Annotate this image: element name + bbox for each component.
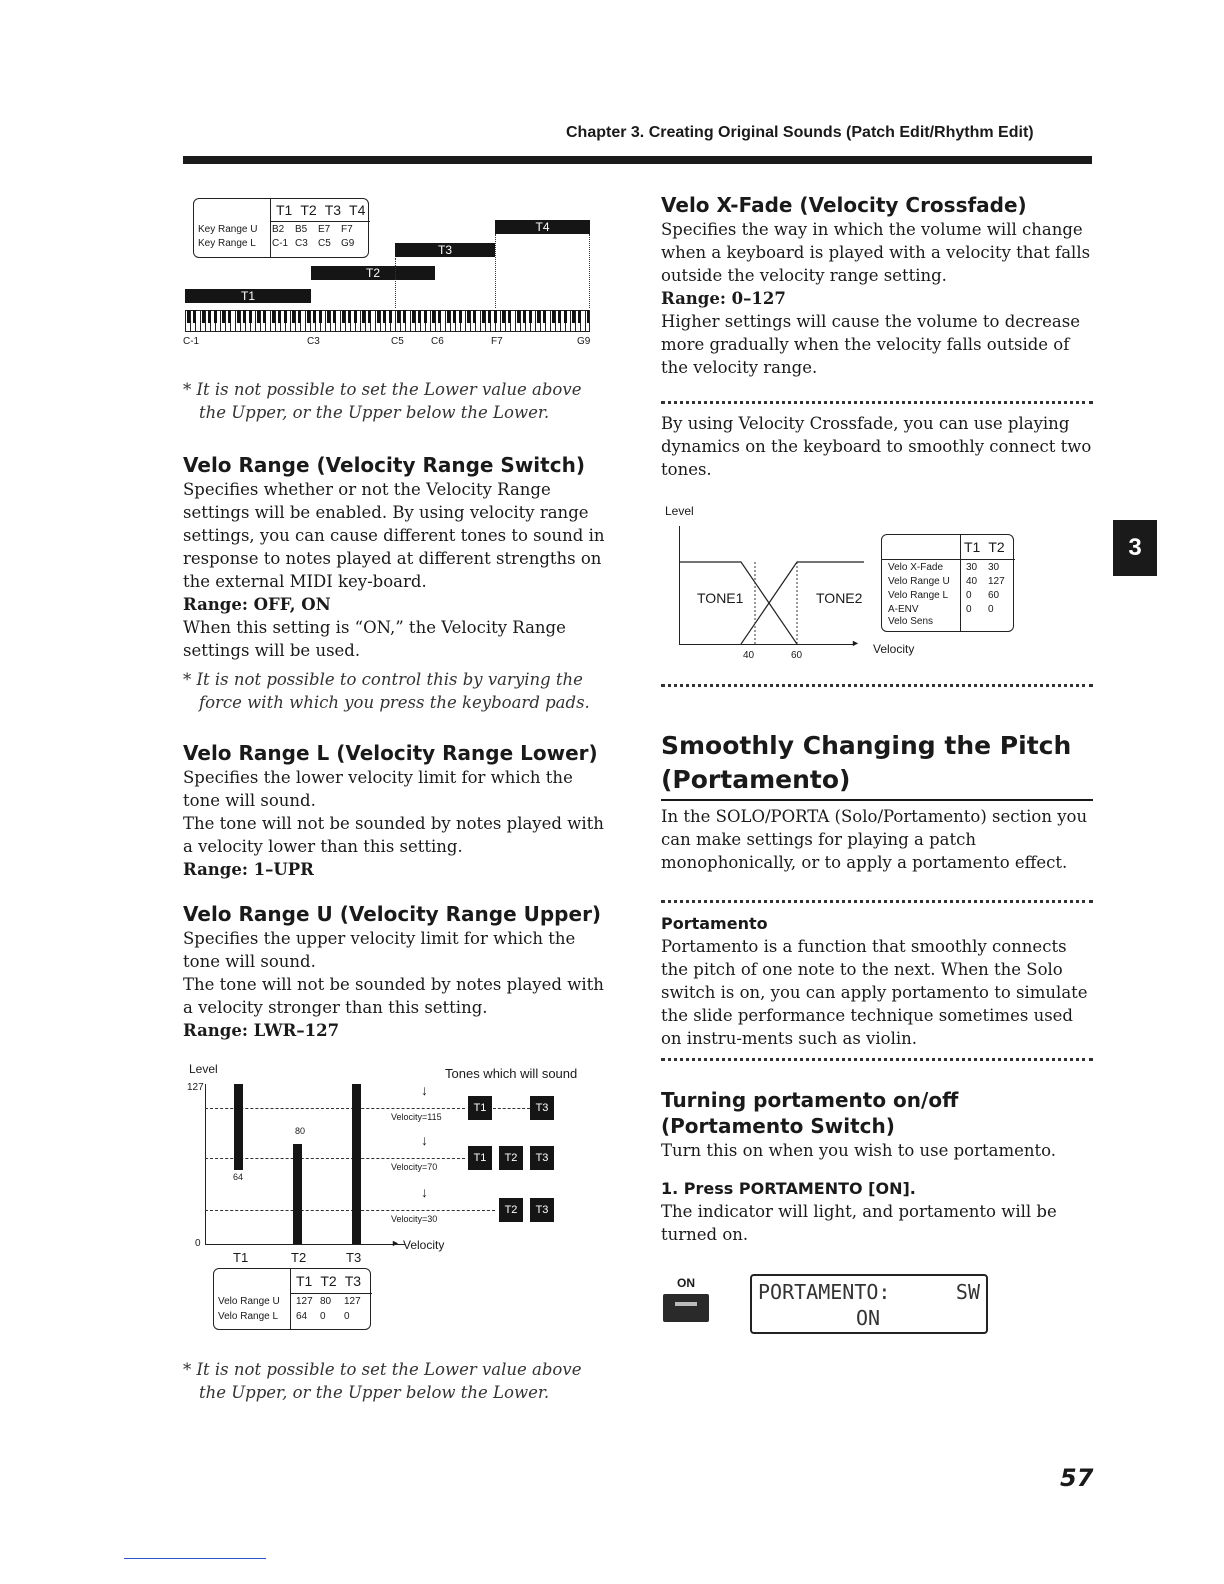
crossfade-curves [679, 520, 879, 650]
cell: 0 [988, 604, 994, 615]
velocity-label: Velocity=115 [391, 1112, 442, 1122]
cell: 0 [966, 604, 972, 615]
tip-divider [661, 401, 1093, 404]
row-label: Velo Range U [218, 1296, 280, 1307]
x-velocity-label: Velocity [403, 1238, 445, 1252]
crossfade-table [881, 534, 1014, 632]
tone-bar-t1 [234, 1084, 243, 1170]
key-label: C5 [391, 336, 404, 347]
note-lower-upper-2: * It is not possible to set the Lower value above the Upper, or the Upper below the Lower. [183, 1360, 582, 1402]
velo-range-u-range: Range: LWR–127 [183, 1021, 340, 1040]
portamento-title: Portamento [661, 914, 768, 933]
row-label: Velo X-Fade [888, 562, 944, 573]
cell: C-1 [272, 238, 289, 249]
row-label: Velo Range L [218, 1311, 279, 1322]
section-title-pitch-2: (Portamento) [661, 765, 851, 794]
key-range-figure [183, 198, 593, 358]
section-title-velo-range: Velo Range (Velocity Range Switch) [183, 453, 585, 477]
portamento-switch-body: Turn this on when you wish to use portamento. [661, 1141, 1057, 1160]
x-velocity-label: Velocity [873, 642, 915, 656]
velo-range-range: Range: OFF, ON [183, 595, 331, 614]
velo-range-l-body: Specifies the lower velocity limit for which the tone will sound. [183, 768, 573, 810]
key-label: C6 [431, 336, 444, 347]
tone-label: T3 [346, 1250, 362, 1265]
table-head: T3 [344, 1273, 362, 1289]
tone-label: T2 [291, 1250, 307, 1265]
key-label: C3 [307, 336, 320, 347]
note-lower-upper: * It is not possible to set the Lower value above the Upper, or the Upper below the Lower. [183, 380, 582, 422]
cell: B2 [272, 224, 285, 235]
sound-t1: T1 [468, 1096, 492, 1120]
section-title-pitch-1: Smoothly Changing the Pitch [661, 731, 1072, 760]
pitch-heading [661, 729, 1093, 801]
on-button-label: ON [677, 1276, 695, 1290]
cell: B5 [295, 224, 308, 235]
velo-xfade-body: Specifies the way in which the volume will change when a keyboard is played with a velocity that falls outside the velocity range setting. [661, 220, 1091, 285]
tone-bar-t2 [293, 1144, 302, 1244]
footer-rule [124, 1558, 266, 1559]
header-rule [183, 156, 1092, 164]
lcd-sw: SW [955, 1280, 980, 1304]
sound-t2: T2 [499, 1146, 523, 1170]
velo-xfade-tip: By using Velocity Crossfade, you can use playing dynamics on the keyboard to smoothly connect two tones. [661, 414, 1092, 479]
x-60-label: 60 [791, 650, 803, 661]
table-head: T2 [320, 1273, 337, 1289]
table-head: T3 [324, 202, 342, 218]
crossfade-figure: Level ► Velocity TONE1 TONE2 40 60 T1 T2 Velo X-Fade 30 30 Velo Range U 40 127 Velo Range L 0 60 A-ENV 0 0 Velo Sens [661, 502, 1021, 664]
cell: 40 [966, 576, 978, 587]
cell: G9 [341, 238, 355, 249]
table-head: T1 [964, 539, 981, 555]
y-zero-label: 0 [195, 1238, 201, 1249]
velo-xfade-body2: Higher settings will cause the volume to decrease more gradually when the velocity falls outside of the velocity range. [661, 312, 1080, 377]
cell: 127 [988, 576, 1005, 587]
tip-divider-end [661, 684, 1093, 687]
section-title-portamento-switch-1: Turning portamento on/off [661, 1088, 959, 1112]
bar-t3: T3 [395, 243, 495, 257]
velo-range-u-body2: The tone will not be sounded by notes played with a velocity stronger than this setting. [183, 975, 604, 1017]
cell: 0 [320, 1311, 326, 1322]
portamento-body: Portamento is a function that smoothly connects the pitch of one note to the next. When the Solo switch is on, you can apply portamento to simulate the slide performance technique sometimes used on instru-ments such as violin. [661, 937, 1088, 1048]
tone2-label: TONE2 [816, 590, 863, 606]
cell: F7 [341, 224, 353, 235]
cell: 80 [320, 1296, 332, 1307]
cell: 64 [296, 1311, 308, 1322]
velo-xfade-range: Range: 0–127 [661, 289, 786, 308]
lcd-line1: PORTAMENTO: [758, 1280, 891, 1304]
lcd-line2: ON [856, 1306, 881, 1330]
portamento-divider [661, 900, 1093, 903]
portamento-on-button[interactable] [663, 1294, 709, 1322]
velo-range-note: * It is not possible to control this by varying the force with which you press the keyboard pads. [183, 670, 590, 712]
running-header: Chapter 3. Creating Original Sounds (Patch Edit/Rhythm Edit) [566, 124, 1034, 141]
y-top-label: 127 [187, 1082, 204, 1093]
section-title-velo-xfade: Velo X-Fade (Velocity Crossfade) [661, 193, 1027, 217]
chapter-tab: 3 [1113, 520, 1157, 576]
cell: C3 [295, 238, 308, 249]
velo-range-l-range: Range: 1–UPR [183, 860, 314, 879]
tones-label: Tones which will sound [445, 1066, 578, 1081]
cell: 127 [296, 1296, 313, 1307]
portamento-divider-end [661, 1058, 1093, 1061]
velo-range-u-body: Specifies the upper velocity limit for which the tone will sound. [183, 929, 576, 971]
sound-t2: T2 [499, 1198, 523, 1222]
velo-range-l-body2: The tone will not be sounded by notes played with a velocity lower than this setting. [183, 814, 604, 856]
section-title-portamento-switch-2: (Portamento Switch) [661, 1114, 895, 1138]
cell: 0 [966, 590, 972, 601]
step-1: 1. Press PORTAMENTO [ON]. [661, 1179, 916, 1198]
sound-t1: T1 [468, 1146, 492, 1170]
key-label: F7 [491, 336, 503, 347]
tone1-label: TONE1 [697, 590, 744, 606]
cell: 60 [988, 590, 1000, 601]
velocity-label: Velocity=30 [391, 1214, 438, 1224]
value-80: 80 [295, 1126, 306, 1136]
row-label: Key Range U [198, 224, 258, 235]
key-label: G9 [577, 336, 591, 347]
sound-t3: T3 [530, 1146, 554, 1170]
velocity-range-table [213, 1268, 371, 1330]
step-1-body: The indicator will light, and portamento will be turned on. [661, 1202, 1057, 1244]
table-head: T2 [300, 202, 317, 218]
axis-level-label: Level [189, 1062, 218, 1076]
x-40-label: 40 [743, 650, 755, 661]
section-title-velo-range-l: Velo Range L (Velocity Range Lower) [183, 741, 598, 765]
cell: 30 [988, 562, 1000, 573]
cell: 0 [344, 1311, 350, 1322]
velo-range-body: Specifies whether or not the Velocity Range settings will be enabled. By using velocity range settings, you can cause different tones to sound in response to notes played at different strengths on the external MIDI key-board. [183, 480, 605, 591]
cell: 30 [966, 562, 978, 573]
velocity-range-figure: Level Tones which will sound 127 0 ► Velocity 80 64 T1 T2 T3 ↓ Velocity=115 ↓ Velocity=70 ↓ Velocity=30 T1 T3 T1 T2 T3 T2 T3 T1 T2 T3 Velo Range U 127 80 127 Velo Range L 64 0 0 [183, 1062, 603, 1332]
row-label: Velo Range U [888, 576, 950, 587]
sound-t3: T3 [530, 1198, 554, 1222]
cell: E7 [318, 224, 331, 235]
table-head: T4 [349, 202, 366, 218]
row-label: Velo Sens [888, 616, 934, 627]
row-label: Velo Range L [888, 590, 949, 601]
keyboard-black-keys [187, 310, 589, 323]
row-label: Key Range L [198, 238, 256, 249]
cell: 127 [344, 1296, 361, 1307]
table-head: T1 [276, 202, 293, 218]
bar-t1: T1 [185, 289, 311, 303]
row-label: A-ENV [888, 604, 919, 615]
cell: C5 [318, 238, 331, 249]
lcd-display [750, 1274, 988, 1334]
section-title-velo-range-u: Velo Range U (Velocity Range Upper) [183, 902, 602, 926]
velo-range-body2: When this setting is “ON,” the Velocity Range settings will be used. [183, 618, 566, 660]
axis-level-label: Level [665, 504, 694, 518]
key-label: C-1 [183, 336, 200, 347]
velocity-label: Velocity=70 [391, 1162, 438, 1172]
key-range-table [193, 198, 369, 258]
pitch-body: In the SOLO/PORTA (Solo/Portamento) section you can make settings for playing a patch monophonically, or to apply a portamento effect. [661, 807, 1088, 872]
tone-bar-t3 [352, 1084, 361, 1244]
bar-t4: T4 [495, 220, 590, 234]
bar-t2: T2 [311, 266, 435, 280]
table-head: T1 [296, 1273, 313, 1289]
sound-t3: T3 [530, 1096, 554, 1120]
table-head: T2 [988, 539, 1005, 555]
page-number: 57 [1060, 1464, 1094, 1492]
value-64: 64 [233, 1172, 244, 1182]
tone-label: T1 [233, 1250, 249, 1265]
